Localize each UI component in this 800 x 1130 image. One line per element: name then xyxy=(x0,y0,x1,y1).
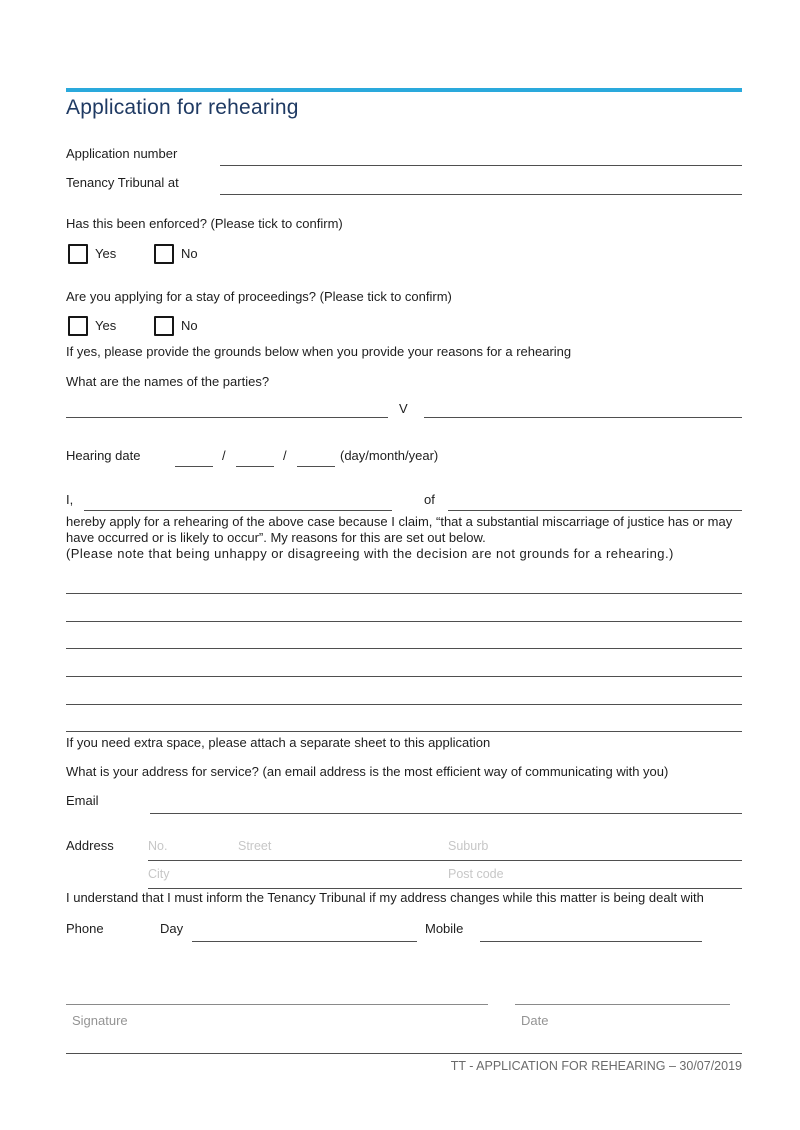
parties-question: What are the names of the parties? xyxy=(66,374,270,389)
declaration-note: (Please note that being unhappy or disagreeing with the decision are not grounds for a rehearing.) xyxy=(66,546,674,561)
stay-yes-checkbox[interactable] xyxy=(68,316,88,336)
address-no-placeholder: No. xyxy=(148,839,168,853)
address-postcode-placeholder: Post code xyxy=(448,867,504,881)
reasons-line[interactable] xyxy=(66,621,742,622)
applicant-address-input[interactable] xyxy=(448,510,742,511)
footer-rule xyxy=(66,1053,742,1054)
application-number-label: Application number xyxy=(66,146,178,161)
phone-day-label: Day xyxy=(160,921,184,936)
stay-no-label: No xyxy=(181,318,198,333)
i-label: I, xyxy=(66,492,74,507)
enforced-no-checkbox[interactable] xyxy=(154,244,174,264)
phone-label: Phone xyxy=(66,921,104,936)
footer-text: TT - APPLICATION FOR REHEARING – 30/07/2019 xyxy=(450,1059,742,1073)
date-input[interactable] xyxy=(515,1004,730,1005)
date-slash: / xyxy=(222,448,226,463)
stay-yes-label: Yes xyxy=(95,318,117,333)
application-number-input[interactable] xyxy=(220,165,742,166)
page-title: Application for rehearing xyxy=(66,96,299,119)
phone-mobile-label: Mobile xyxy=(425,921,464,936)
phone-mobile-input[interactable] xyxy=(480,941,702,942)
declaration-body: hereby apply for a rehearing of the above case because I claim, “that a substantial miscarriage of justice has or may have occurred or is likely to occur”. My reasons for this are set out below. xyxy=(66,514,733,545)
stay-no-checkbox[interactable] xyxy=(154,316,174,336)
party-one-input[interactable] xyxy=(66,417,388,418)
date-format-hint: (day/month/year) xyxy=(340,448,439,463)
accent-bar xyxy=(66,88,742,92)
address-label: Address xyxy=(66,838,114,853)
declaration-paragraph xyxy=(66,514,742,562)
applicant-name-input[interactable] xyxy=(84,510,392,511)
address-street-placeholder: Street xyxy=(238,839,272,853)
hearing-date-label: Hearing date xyxy=(66,448,141,463)
hearing-year-input[interactable] xyxy=(297,466,335,467)
signature-input[interactable] xyxy=(66,1004,488,1005)
signature-label: Signature xyxy=(72,1013,128,1028)
extra-space-note: If you need extra space, please attach a separate sheet to this application xyxy=(66,735,491,750)
enforced-no-label: No xyxy=(181,246,198,261)
reasons-line[interactable] xyxy=(66,704,742,705)
service-address-question: What is your address for service? (an email address is the most efficient way of communicating with you) xyxy=(66,764,669,779)
address-change-note: I understand that I must inform the Tenancy Tribunal if my address changes while this matter is being dealt with xyxy=(66,890,704,905)
enforced-question: Has this been enforced? (Please tick to confirm) xyxy=(66,216,343,231)
phone-day-input[interactable] xyxy=(192,941,417,942)
reasons-line[interactable] xyxy=(66,593,742,594)
address-line2-input[interactable] xyxy=(148,888,742,889)
email-label: Email xyxy=(66,793,99,808)
date-label: Date xyxy=(521,1013,549,1028)
enforced-yes-label: Yes xyxy=(95,246,117,261)
reasons-line[interactable] xyxy=(66,648,742,649)
hearing-day-input[interactable] xyxy=(175,466,213,467)
address-suburb-placeholder: Suburb xyxy=(448,839,489,853)
party-two-input[interactable] xyxy=(424,417,742,418)
if-yes-note: If yes, please provide the grounds below when you provide your reasons for a rehearing xyxy=(66,344,572,359)
reasons-line[interactable] xyxy=(66,731,742,732)
stay-question: Are you applying for a stay of proceedings? (Please tick to confirm) xyxy=(66,289,452,304)
of-label: of xyxy=(424,492,435,507)
tribunal-at-input[interactable] xyxy=(220,194,742,195)
reasons-line[interactable] xyxy=(66,676,742,677)
hearing-month-input[interactable] xyxy=(236,466,274,467)
address-line1-input[interactable] xyxy=(148,860,742,861)
date-slash: / xyxy=(283,448,287,463)
address-city-placeholder: City xyxy=(148,867,170,881)
enforced-yes-checkbox[interactable] xyxy=(68,244,88,264)
versus-label: V xyxy=(399,401,408,416)
email-input[interactable] xyxy=(150,813,742,814)
tribunal-at-label: Tenancy Tribunal at xyxy=(66,175,179,190)
